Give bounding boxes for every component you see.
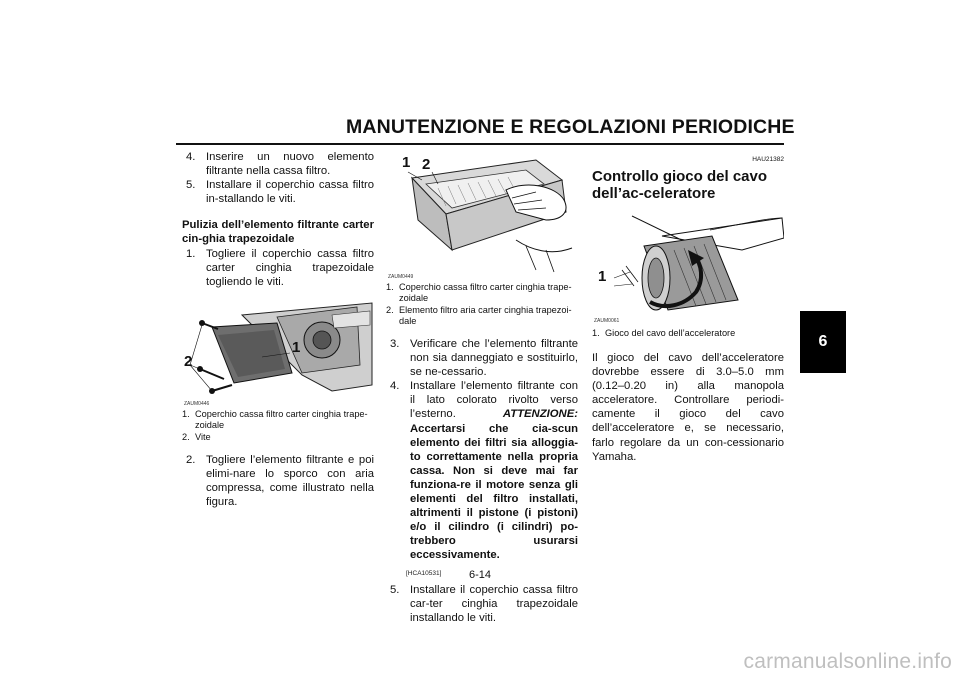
caption-text: Coperchio cassa filtro carter cinghia trape-zoidale	[195, 408, 368, 430]
page-title: MANUTENZIONE E REGOLAZIONI PERIODICHE	[346, 116, 795, 138]
caption-number: 1.	[592, 328, 600, 338]
caption-number: 1.	[386, 282, 394, 292]
caption-item	[386, 305, 578, 327]
attention-text: Accertarsi che cia-scun elemento dei filtri sia alloggia-to correttamente nella propria cassa. Non si deve mai far funziona-re il motore senza gli elementi del filtro installati, altrimenti il pistone (i pistoni) e/o il cilindro (i cilindri) po-trebbero usurarsi eccessivamente.	[410, 422, 578, 562]
throttle-grip-illustration	[592, 210, 784, 322]
body-paragraph: Il gioco del cavo dell’acceleratore dovrebbe essere di 3.0–5.0 mm (0.12–0.20 in) alla manopola acceleratore. Controllare periodi-camente il gioco del cavo dell’acceleratore e, se necessario, farlo regolare da un con-cessionario Yamaha.	[592, 352, 784, 463]
list-item	[386, 337, 578, 379]
column-left	[182, 150, 374, 509]
caption-item	[386, 282, 578, 304]
attention-notice	[410, 408, 578, 561]
step-number: 1.	[186, 247, 196, 260]
figure-throttle-grip	[592, 210, 784, 322]
figure-callout-1: 1	[292, 338, 301, 356]
step-number: 2.	[186, 453, 196, 466]
figure-callout-2: 2	[184, 352, 193, 370]
step-text: Verificare che l’elemento filtrante non sia danneggiato e sostituirlo, se ne-cessario.	[410, 338, 578, 379]
step-number: 4.	[390, 380, 400, 393]
step-number: 5.	[186, 179, 196, 192]
step-number: 4.	[186, 151, 196, 163]
page-number: 6-14	[468, 569, 492, 581]
header-divider	[176, 143, 784, 145]
figure-code: ZAUM0446	[184, 400, 210, 407]
caption-item	[182, 432, 374, 443]
figure-callout-1: 1	[402, 154, 411, 171]
section-code: HAU21382	[752, 156, 784, 163]
caption-text: Gioco del cavo dell’acceleratore	[605, 328, 736, 338]
section-title: Controllo gioco del cavo dell’ac-celeratore	[592, 168, 768, 202]
subsection-heading: Pulizia dell’elemento filtrante carter cin-ghia trapezoidale	[182, 219, 374, 246]
caption-number: 2.	[182, 431, 190, 442]
column-right	[592, 150, 784, 464]
figure-code: ZAUM0449	[388, 274, 414, 280]
caption-item	[592, 328, 784, 339]
list-item	[182, 150, 374, 178]
figure-callout-1: 1	[598, 268, 607, 285]
caption-text: Coperchio cassa filtro carter cinghia trape-zoidale	[399, 282, 572, 303]
step-number: 5.	[390, 583, 400, 596]
attention-label: ATTENZIONE:	[502, 408, 578, 421]
caption-number: 2.	[386, 305, 394, 315]
caption-item	[182, 409, 374, 431]
step-text: Togliere il coperchio cassa filtro carter cinghia trapezoidale togliendo le viti.	[206, 247, 374, 288]
list-item	[182, 178, 374, 206]
figure-caption-list	[592, 328, 784, 339]
list-item	[182, 247, 374, 289]
step-text: Inserire un nuovo elemento filtrante nella cassa filtro.	[206, 151, 374, 178]
caption-text: Vite	[195, 431, 211, 442]
caution-code: [HCA10531]	[406, 569, 442, 577]
caption-number: 1.	[182, 408, 190, 419]
list-item	[182, 453, 374, 509]
caption-text: Elemento filtro aria carter cinghia trapezoi-dale	[399, 305, 572, 326]
figure-caption-list	[386, 282, 578, 327]
step-text: Installare il coperchio cassa filtro in-stallando le viti.	[206, 179, 374, 206]
watermark: carmanualsonline.info	[743, 650, 952, 673]
step-text	[410, 379, 578, 562]
figure-callout-2: 2	[422, 156, 431, 173]
step-text-main: Installare l’elemento filtrante con il lato colorato rivolto verso l’esterno.	[410, 380, 578, 421]
chapter-tab: 6	[800, 311, 846, 373]
air-filter-illustration	[386, 150, 578, 278]
list-item	[386, 583, 578, 625]
figure-belt-cover	[182, 295, 374, 405]
step-text: Installare il coperchio cassa filtro car-ter cinghia trapezoidale installando le viti.	[410, 583, 578, 624]
belt-cover-illustration	[182, 295, 374, 405]
step-text: Togliere l’elemento filtrante e poi elimi-nare lo sporco con aria compressa, come illustrato nella figura.	[206, 453, 374, 509]
figure-code: ZAUM0061	[594, 318, 620, 324]
step-number: 3.	[390, 338, 400, 350]
figure-caption-list	[182, 409, 374, 443]
figure-air-filter	[386, 150, 578, 278]
list-item	[386, 379, 578, 562]
column-middle	[386, 150, 578, 625]
